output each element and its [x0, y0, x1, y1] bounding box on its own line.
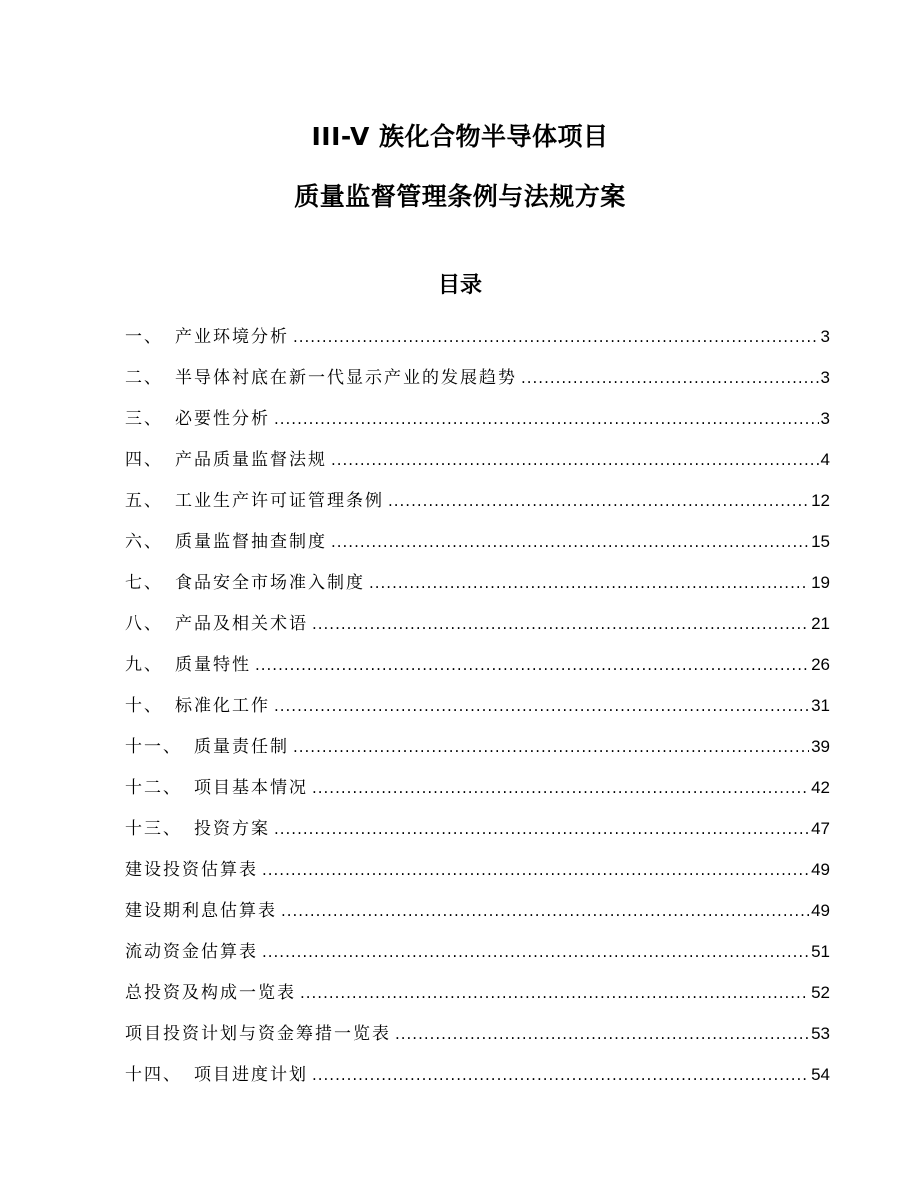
toc-entry-number: 五、 [125, 491, 163, 511]
toc-entry-number: 十、 [125, 696, 163, 716]
toc-entry-page-number: 3 [820, 368, 830, 387]
toc-dot-leader [388, 481, 809, 521]
toc-dot-leader [262, 932, 809, 972]
document-title-line-2: 质量监督管理条例与法规方案 [294, 182, 626, 211]
toc-dot-leader [274, 399, 819, 439]
toc-entry-page-number: 15 [811, 532, 830, 551]
toc-entry-number: 十二、 [125, 778, 182, 798]
toc-entry-title: 项目基本情况 [194, 778, 308, 798]
toc-entry-number: 三、 [125, 409, 163, 429]
toc-entry-title: 标准化工作 [175, 696, 270, 716]
toc-entry[interactable] [125, 931, 830, 972]
toc-dot-leader [331, 440, 819, 480]
toc-dot-leader [255, 645, 809, 685]
toc-entry-page-number: 42 [811, 778, 830, 797]
toc-entry-page-number: 49 [811, 860, 830, 879]
toc-heading: 目录 [437, 273, 482, 298]
toc-entry-title: 产品及相关术语 [175, 614, 308, 634]
toc-entry-title: 半导体衬底在新一代显示产业的发展趋势 [175, 368, 517, 388]
toc-entry-page-number: 21 [811, 614, 830, 633]
toc-dot-leader [281, 891, 809, 931]
toc-entry-title: 质量特性 [175, 655, 251, 675]
toc-entry[interactable] [125, 726, 830, 767]
toc-entry[interactable] [125, 603, 830, 644]
toc-dot-leader [395, 1014, 809, 1054]
toc-dot-leader [274, 809, 809, 849]
toc-entry-number: 十三、 [125, 819, 182, 839]
toc-entry-title: 总投资及构成一览表 [125, 983, 296, 1003]
toc-entry-title: 投资方案 [194, 819, 270, 839]
toc-entry[interactable] [125, 972, 830, 1013]
toc-entry[interactable] [125, 439, 830, 480]
toc-entry-number: 一、 [125, 327, 163, 347]
toc-entry-title: 产品质量监督法规 [175, 450, 327, 470]
table-of-contents [125, 316, 830, 1095]
toc-dot-leader [300, 973, 809, 1013]
toc-entry-number: 二、 [125, 368, 163, 388]
toc-dot-leader [293, 317, 819, 357]
toc-entry[interactable] [125, 398, 830, 439]
toc-entry[interactable] [125, 521, 830, 562]
toc-entry-page-number: 47 [811, 819, 830, 838]
toc-entry-title: 项目进度计划 [194, 1065, 308, 1085]
toc-entry-title: 产业环境分析 [175, 327, 289, 347]
toc-entry[interactable] [125, 685, 830, 726]
toc-dot-leader [312, 604, 809, 644]
toc-entry-title: 项目投资计划与资金筹措一览表 [125, 1024, 391, 1044]
toc-entry-title: 食品安全市场准入制度 [175, 573, 365, 593]
toc-entry-page-number: 49 [811, 901, 830, 920]
toc-entry[interactable] [125, 1054, 830, 1095]
toc-entry-title: 流动资金估算表 [125, 942, 258, 962]
toc-entry-page-number: 12 [811, 491, 830, 510]
toc-dot-leader [312, 1055, 809, 1095]
toc-entry-page-number: 39 [811, 737, 830, 756]
toc-entry[interactable] [125, 890, 830, 931]
toc-dot-leader [521, 358, 819, 398]
toc-entry-page-number: 52 [811, 983, 830, 1002]
toc-dot-leader [312, 768, 809, 808]
toc-entry-number: 八、 [125, 614, 163, 634]
toc-entry-title: 必要性分析 [175, 409, 270, 429]
toc-dot-leader [293, 727, 809, 767]
toc-entry-page-number: 51 [811, 942, 830, 961]
toc-entry[interactable] [125, 480, 830, 521]
toc-entry-page-number: 4 [820, 450, 830, 469]
toc-entry[interactable] [125, 849, 830, 890]
toc-entry-number: 十一、 [125, 737, 182, 757]
toc-entry-number: 七、 [125, 573, 163, 593]
toc-entry[interactable] [125, 316, 830, 357]
toc-dot-leader [262, 850, 809, 890]
toc-entry-page-number: 3 [820, 327, 830, 346]
toc-entry[interactable] [125, 767, 830, 808]
toc-entry-number: 九、 [125, 655, 163, 675]
toc-entry-page-number: 31 [811, 696, 830, 715]
toc-entry[interactable] [125, 357, 830, 398]
toc-entry-number: 四、 [125, 450, 163, 470]
document-title-line-1: III-V 族化合物半导体项目 [311, 122, 609, 151]
toc-entry[interactable] [125, 562, 830, 603]
toc-entry[interactable] [125, 808, 830, 849]
toc-dot-leader [331, 522, 809, 562]
toc-entry-title: 建设投资估算表 [125, 860, 258, 880]
toc-entry-page-number: 53 [811, 1024, 830, 1043]
toc-dot-leader [274, 686, 809, 726]
toc-entry-title: 质量责任制 [194, 737, 289, 757]
toc-entry-number: 六、 [125, 532, 163, 552]
toc-entry[interactable] [125, 1013, 830, 1054]
toc-entry-number: 十四、 [125, 1065, 182, 1085]
toc-entry[interactable] [125, 644, 830, 685]
toc-entry-page-number: 26 [811, 655, 830, 674]
toc-entry-title: 质量监督抽查制度 [175, 532, 327, 552]
toc-entry-page-number: 19 [811, 573, 830, 592]
toc-dot-leader [369, 563, 809, 603]
toc-entry-title: 建设期利息估算表 [125, 901, 277, 921]
toc-entry-page-number: 3 [820, 409, 830, 428]
toc-entry-page-number: 54 [811, 1065, 830, 1084]
toc-entry-title: 工业生产许可证管理条例 [175, 491, 384, 511]
